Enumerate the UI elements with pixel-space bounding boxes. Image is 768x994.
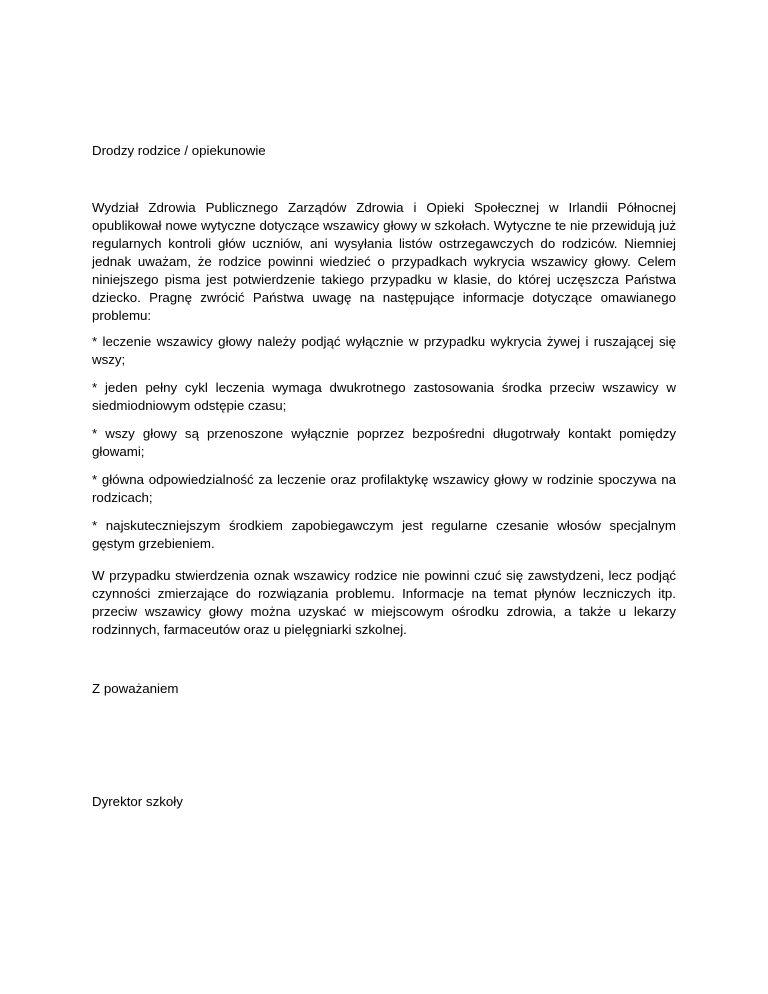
closing-paragraph: W przypadku stwierdzenia oznak wszawicy rodzice nie powinni czuć się zawstydzeni, lecz podjąć czynności zmierzające do rozwiązania problemu. Informacje na temat płynów leczniczych itp. przeciw wszawicy głowy można uzyskać w miejscowym ośrodku zdrowia, a także u lekarzy rodzinnych, farmaceutów oraz u pielęgniarki szkolnej. [92, 568, 676, 637]
signoff: Z poważaniem [92, 681, 179, 696]
bullet-item-5: * najskuteczniejszym środkiem zapobiegawczym jest regularne czesanie włosów specjalnym gęstym grzebieniem. [92, 518, 676, 551]
bullet-item-2: * jeden pełny cykl leczenia wymaga dwukrotnego zastosowania środka przeciw wszawicy w siedmiodniowym odstępie czasu; [92, 380, 676, 413]
bullet-item-4: * główna odpowiedzialność za leczenie oraz profilaktykę wszawicy głowy w rodzinie spoczywa na rodzicach; [92, 472, 676, 505]
greeting: Drodzy rodzice / opiekunowie [92, 143, 266, 158]
bullet-item-1: * leczenie wszawicy głowy należy podjąć wyłącznie w przypadku wykrycia żywej i ruszającej się wszy; [92, 334, 676, 367]
intro-paragraph: Wydział Zdrowia Publicznego Zarządów Zdrowia i Opieki Społecznej w Irlandii Północnej opublikował nowe wytyczne dotyczące wszawicy głowy w szkołach. Wytyczne te nie przewidują już regularnych kontroli głów uczniów, ani wysyłania listów ostrzegawczych do rodziców. Niemniej jednak uważam, że rodzice powinni wiedzieć o przypadkach wykrycia wszawicy głowy. Celem niniejszego pisma jest potwierdzenie takiego przypadku w klasie, do której uczęszcza Państwa dziecko. Pragnę zwrócić Państwa uwagę na następujące informacje dotyczące omawianego problemu: [92, 200, 676, 323]
signature: Dyrektor szkoły [92, 794, 183, 809]
bullet-item-3: * wszy głowy są przenoszone wyłącznie poprzez bezpośredni długotrwały kontakt pomiędzy głowami; [92, 426, 676, 459]
